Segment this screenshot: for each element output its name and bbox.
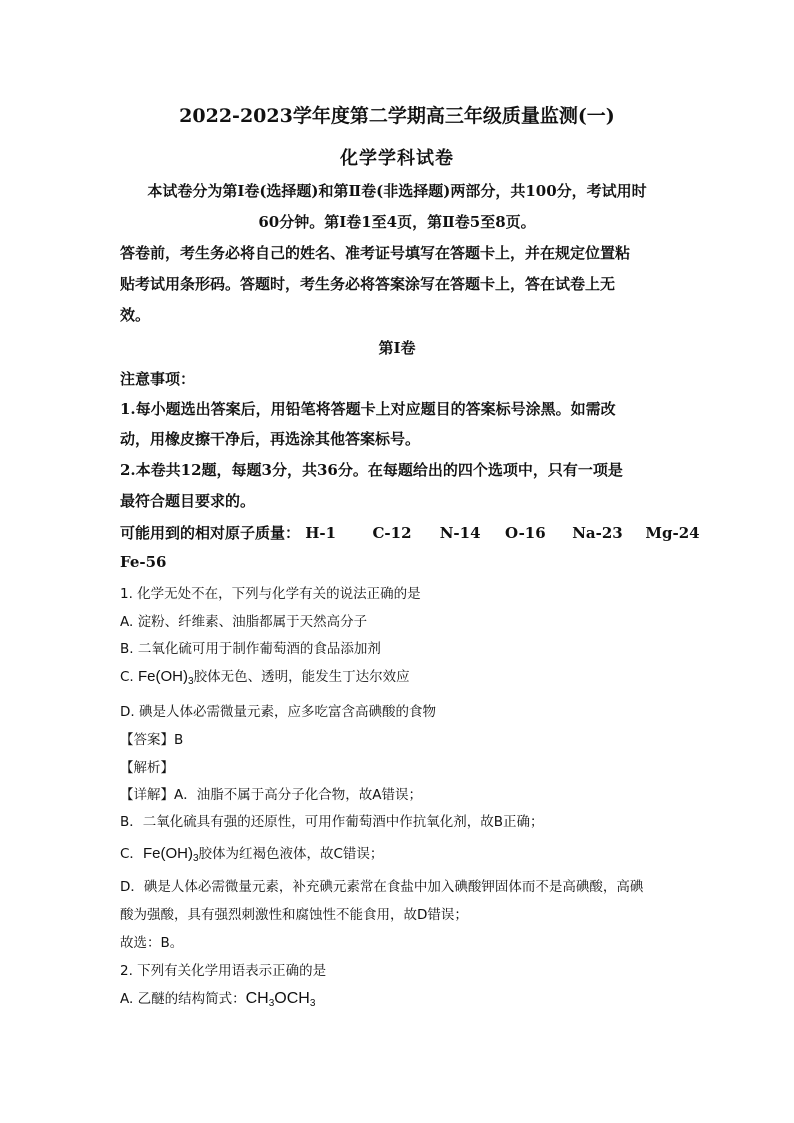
exam-title: 2022-2023学年度第二学期高三年级质量监测(一) [179, 105, 615, 127]
intro-line-1: 本试卷分为第Ⅰ卷(选择题)和第Ⅱ卷(非选择题)两部分，共100分，考试用时 [147, 182, 647, 200]
q1-answer: 【答案】B [120, 732, 184, 748]
q1-detail-c [120, 842, 383, 864]
note-1-line-2: 动，用橡皮擦干净后，再选涂其他答案标号。 [120, 430, 421, 448]
formula-part: OCH [274, 990, 310, 1007]
formula-fe-oh-3 [143, 845, 199, 862]
q1-detail-d-line-1: D．碘是人体必需微量元素，补充碘元素常在食盐中加入碘酸钾固体而不是高碘酸，高碘 [120, 879, 644, 895]
q1-detail-a: 【详解】A．油脂不属于高分子化合物，故A错误； [120, 787, 422, 803]
q1-detail-d-line-2: 酸为强酸，具有强烈刺激性和腐蚀性不能食用，故D错误； [120, 907, 468, 923]
q1-detail-c-text: 胶体为红褐色液体，故C错误； [198, 846, 384, 862]
formula-main: Fe(OH) [138, 668, 189, 685]
notes-heading: 注意事项： [120, 370, 196, 388]
formula-ch3och3 [246, 990, 316, 1007]
note-2-line-1: 2.本卷共12题，每题3分，共36分。在每题给出的四个选项中，只有一项是 [120, 461, 623, 479]
q1-option-c-prefix: C. [120, 669, 134, 685]
q1-option-a: A. 淀粉、纤维素、油脂都属于天然高分子 [120, 614, 368, 630]
atom-mass: C-12 [372, 524, 412, 542]
q1-detail-b: B．二氧化硫具有强的还原性，可用作葡萄酒中作抗氧化剂，故B正确； [120, 814, 544, 830]
q1-option-b: B. 二氧化硫可用于制作葡萄酒的食品添加剂 [120, 641, 381, 657]
notice-line-3: 效。 [120, 306, 151, 324]
q1-analysis-label: 【解析】 [120, 760, 174, 776]
q2-stem: 2. 下列有关化学用语表示正确的是 [120, 963, 327, 979]
formula-fe-oh-3 [138, 668, 194, 685]
atom-mass-extra: Fe-56 [120, 553, 167, 571]
atom-mass: O-16 [504, 524, 546, 542]
formula-main: Fe(OH) [142, 845, 193, 862]
atomic-mass-line [120, 522, 700, 543]
q1-option-d: D. 碘是人体必需微量元素，应多吃富含高碘酸的食物 [120, 704, 436, 720]
formula-subscript: 3 [192, 853, 199, 864]
q1-conclusion: 故选：B。 [120, 935, 184, 951]
atom-mass: N-14 [439, 524, 481, 542]
formula-subscript: 3 [309, 998, 316, 1009]
notice-line-2: 贴考试用条形码。答题时，考生务必将答案涂写在答题卡上，答在试卷上无 [120, 275, 616, 293]
formula-subscript: 3 [268, 998, 275, 1009]
formula-subscript: 3 [188, 676, 194, 687]
q1-option-c [120, 665, 410, 687]
note-2-line-2: 最符合题目要求的。 [120, 492, 256, 510]
formula-part: CH [245, 990, 269, 1007]
section-heading: 第Ⅰ卷 [378, 339, 416, 357]
atom-mass: Mg-24 [645, 524, 700, 542]
notice-line-1: 答卷前，考生务必将自己的姓名、准考证号填写在答题卡上，并在规定位置粘 [120, 244, 631, 262]
atomic-mass-label: 可能用到的相对原子质量： [120, 524, 301, 542]
q1-option-c-text: 胶体无色、透明，能发生丁达尔效应 [193, 669, 410, 685]
q1-stem: 1. 化学无处不在，下列与化学有关的说法正确的是 [120, 586, 421, 602]
subject-title: 化学学科试卷 [340, 148, 454, 169]
note-1-line-1: 1.每小题选出答案后，用铅笔将答题卡上对应题目的答案标号涂黑。如需改 [120, 400, 616, 418]
atom-mass: H-1 [305, 524, 337, 542]
intro-line-2: 60分钟。第Ⅰ卷1至4页，第Ⅱ卷5至8页。 [258, 213, 536, 231]
q2-option-a-prefix: A. 乙醚的结构简式： [120, 991, 246, 1007]
q1-detail-c-prefix: C． [120, 846, 143, 862]
q2-option-a [120, 987, 315, 1009]
atom-mass: Na-23 [572, 524, 623, 542]
